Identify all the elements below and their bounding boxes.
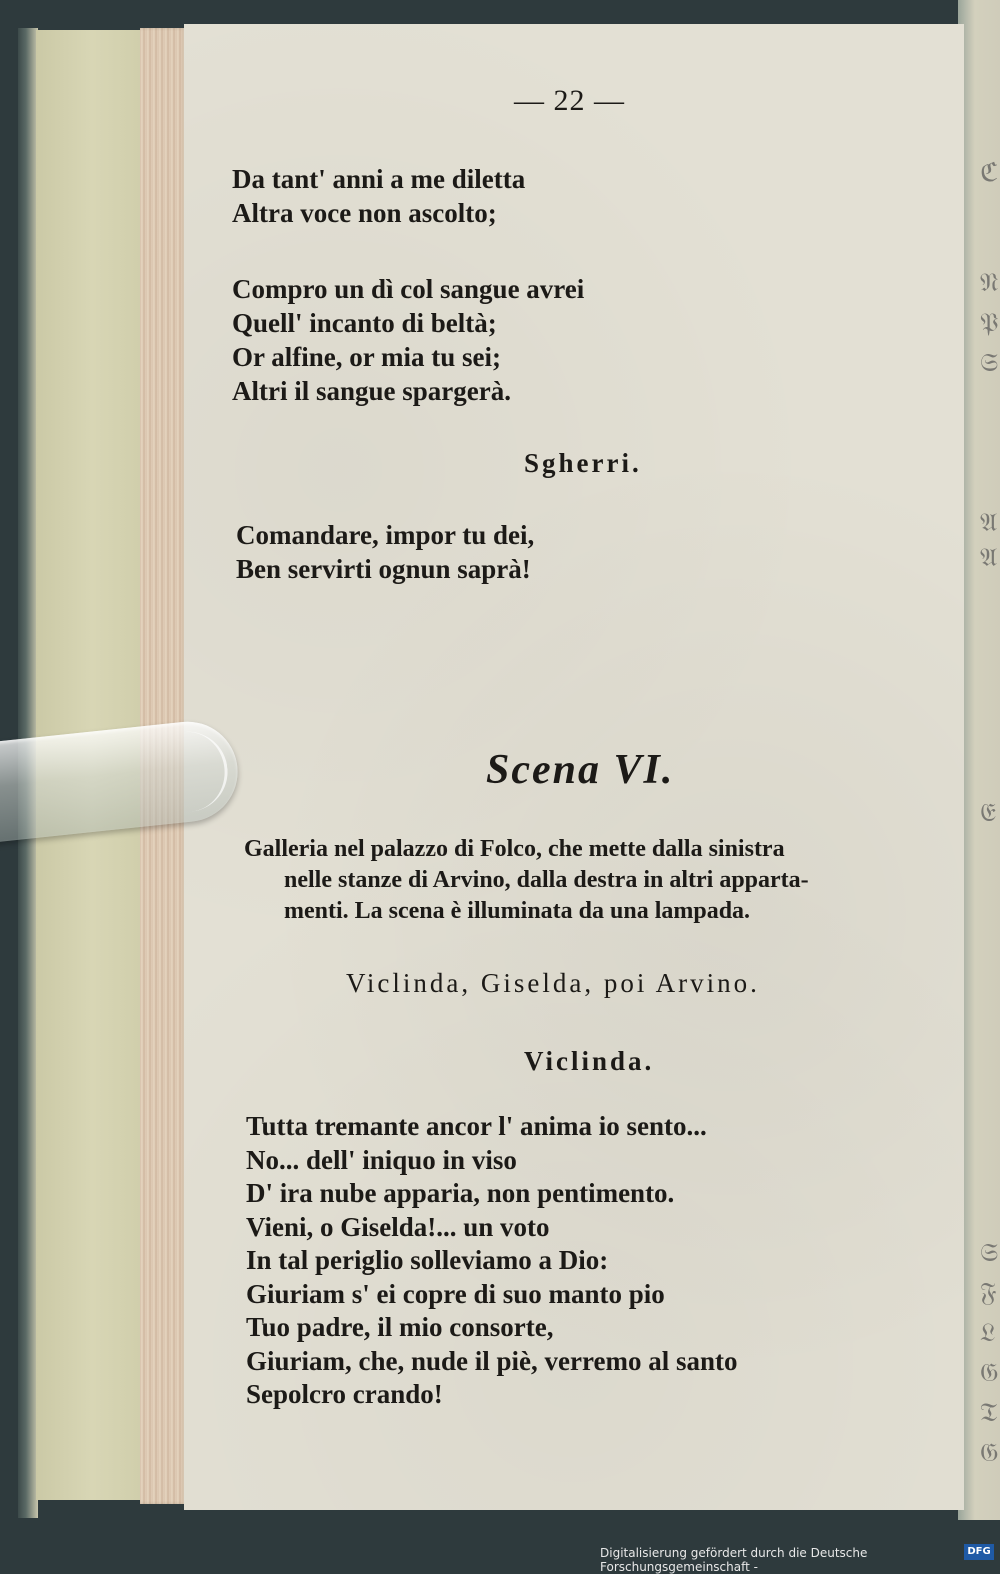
- verse-stanza-4: [246, 1110, 737, 1412]
- speaker-viclinda: Viclinda.: [524, 1046, 655, 1076]
- verse-line: Sepolcro crando!: [246, 1379, 443, 1409]
- verse-line: Altra voce non ascolto;: [232, 198, 497, 228]
- verse-stanza-1: [232, 162, 525, 230]
- stage-line: Galleria nel palazzo di Folco, che mette dalla sinistra: [244, 836, 785, 862]
- verse-line: Compro un dì col sangue avrei: [232, 274, 585, 304]
- verse-line: Quell' incanto di beltà;: [232, 308, 497, 338]
- stage-direction: [244, 834, 950, 927]
- verse-line: Comandare, impor tu dei,: [236, 520, 535, 550]
- verse-line: In tal periglio solleviamo a Dio:: [246, 1245, 609, 1275]
- verse-line: D' ira nube apparia, non pentimento.: [246, 1178, 675, 1208]
- characters-on-stage: Viclinda, Giselda, poi Arvino.: [346, 968, 760, 998]
- page-number: — 22 —: [514, 84, 625, 117]
- digitization-credit: Digitalisierung gefördert durch die Deutsche Forschungsgemeinschaft -: [600, 1546, 868, 1574]
- verse-line: Ben servirti ognun saprà!: [236, 554, 531, 584]
- verse-line: Tutta tremante ancor l' anima io sento...: [246, 1111, 707, 1141]
- verse-stanza-3: [236, 518, 534, 586]
- speaker-sgherri: Sgherri.: [524, 448, 642, 478]
- verse-line: Vieni, o Giselda!... un voto: [246, 1211, 550, 1242]
- verse-line: Da tant' anni a me diletta: [232, 164, 526, 194]
- verse-line: No... dell' iniquo in viso: [246, 1144, 517, 1175]
- verse-line: Giuriam s' ei copre di suo manto pio: [246, 1278, 665, 1309]
- verse-line: Or alfine, or mia tu sei;: [232, 342, 501, 372]
- scene-heading: Scena VI.: [486, 747, 675, 793]
- verse-stanza-2: [232, 272, 584, 408]
- verse-line: Tuo padre, il mio consorte,: [246, 1312, 554, 1342]
- clip-tip: [180, 728, 231, 812]
- facing-page-bleed-letters: ℭ 𝔑 𝔓 𝔖 𝔄 𝔄 𝔈 𝔖 𝔉 𝔏 𝔊 𝔗 𝔊: [980, 158, 999, 1467]
- stage-line: menti. La scena è illuminata da una lampada.: [284, 898, 751, 924]
- dfg-logo: DFG: [964, 1544, 994, 1560]
- verse-line: Altri il sangue spargerà.: [232, 376, 511, 406]
- verse-line: Giuriam, che, nude il piè, verremo al santo: [246, 1345, 738, 1376]
- stage-line: nelle stanze di Arvino, dalla destra in altri apparta-: [284, 867, 809, 893]
